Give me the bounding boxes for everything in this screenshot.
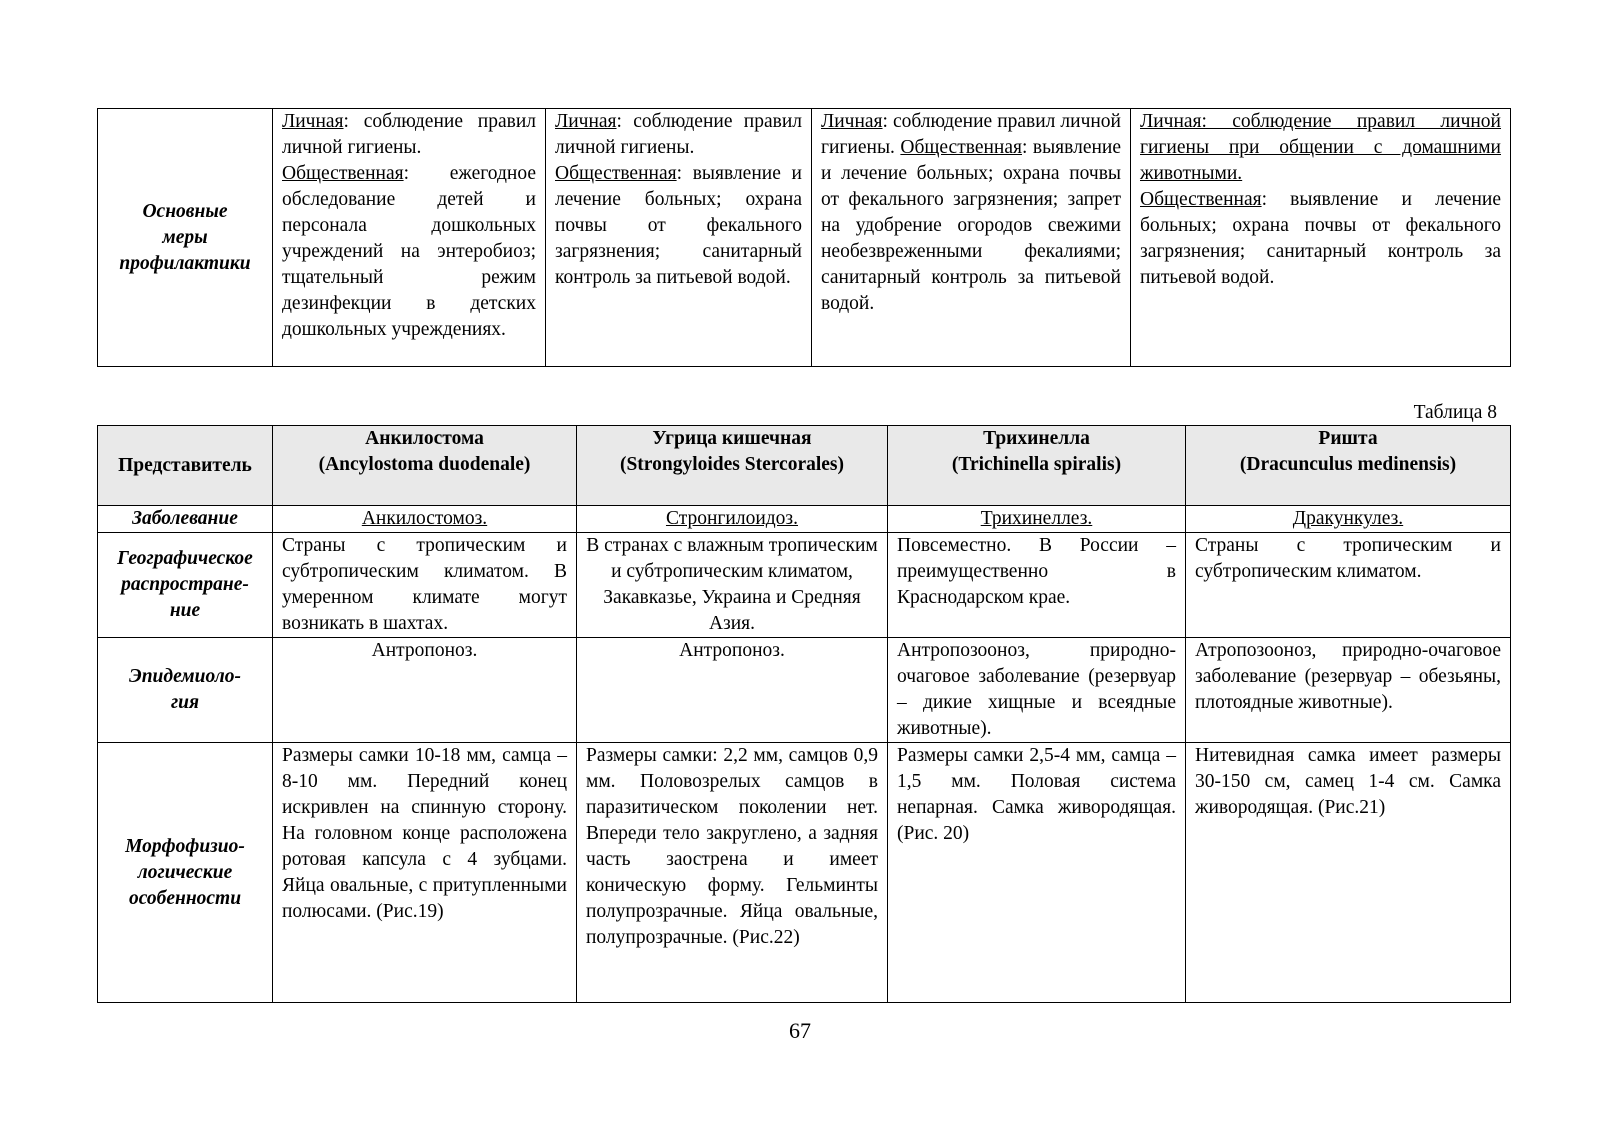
personal-text: : соблюдение правил личной гигиены. xyxy=(555,111,802,158)
disease-cell: Трихинеллез. xyxy=(888,506,1186,533)
geography-row xyxy=(98,533,1511,638)
personal-label: Личная: соблюдение правил личной гигиены при общении с домашними животными. xyxy=(1140,111,1501,184)
prevention-cell-4 xyxy=(1131,109,1511,367)
header-row xyxy=(98,426,1511,506)
public-text: : выявление и лечение больных; охрана почвы от фекального загрязнения; санитарный контроль за питьевой водой. xyxy=(555,163,802,288)
row-header-line: профилактики xyxy=(119,252,251,274)
epidemiology-cell: Антропоноз. xyxy=(577,638,888,743)
row-header-line: гия xyxy=(170,692,200,713)
species-latin: (Ancylostoma duodenale) xyxy=(318,454,531,475)
row-header-line: ние xyxy=(169,600,201,621)
species-latin: (Strongyloides Stercorales) xyxy=(619,454,845,475)
header-ancylostoma xyxy=(273,426,577,506)
personal-label: Личная xyxy=(282,111,344,132)
species-name: Трихинелла xyxy=(983,428,1090,449)
species-name: Угрица кишечная xyxy=(652,428,812,449)
row-header-prevention xyxy=(98,109,273,367)
personal-text: : соблюдение правил личной гигиены. xyxy=(821,111,1121,158)
geography-cell: Страны с тропическим и субтропическим климатом. В умеренном климате могут возникать в шахтах. xyxy=(273,533,577,638)
prevention-cell-3 xyxy=(812,109,1131,367)
personal-label: Личная xyxy=(555,111,617,132)
row-header-line: Морфофизио- xyxy=(125,835,245,857)
geography-cell: Повсеместно. В России – преимущественно в Краснодарском крае. xyxy=(888,533,1186,638)
epidemiology-row xyxy=(98,638,1511,743)
row-header-line: меры xyxy=(162,226,208,248)
disease-cell: Дракункулез. xyxy=(1186,506,1511,533)
public-text: : выявление и лечение больных; охрана почвы от фекального загрязнения; запрет на удобрение огородов свежими необезвреженными фекалиями; санитарный контроль за питьевой водой. xyxy=(821,137,1121,314)
public-text: : выявление и лечение больных; охрана почвы от фекального загрязнения; санитарный контроль за питьевой водой. xyxy=(1140,189,1501,288)
row-header-line: логические xyxy=(137,861,233,883)
row-header-epidemiology xyxy=(98,638,273,743)
row-header-line: распростране- xyxy=(121,574,249,595)
epidemiology-cell: Антропоноз. xyxy=(273,638,577,743)
prevention-cell-enterobiasis xyxy=(273,109,546,367)
species-name: Анкилостома xyxy=(365,428,484,449)
helminths-table xyxy=(97,425,1511,1003)
prevention-cell-2 xyxy=(546,109,812,367)
row-header-line: особенности xyxy=(128,887,242,909)
morphology-cell: Нитевидная самка имеет размеры 30-150 см, самец 1-4 см. Самка живородящая. (Рис.21) xyxy=(1186,743,1511,1003)
page-number: 67 xyxy=(789,1018,811,1043)
species-name: Ришта xyxy=(1318,428,1378,449)
public-label: Общественная xyxy=(900,137,1022,158)
species-latin: (Dracunculus medinensis) xyxy=(1239,454,1457,475)
public-label: Общественная xyxy=(1140,189,1262,210)
personal-label: Личная xyxy=(821,111,883,132)
geography-cell: В странах с влажным тропическим и субтропическим климатом, Закавказье, Украина и Средняя Азия. xyxy=(577,533,888,638)
header-trichinella xyxy=(888,426,1186,506)
morphology-cell: Размеры самки 2,5-4 мм, самца – 1,5 мм. Половая система непарная. Самка живородящая. (Рис. 20) xyxy=(888,743,1186,1003)
header-dracunculus xyxy=(1186,426,1511,506)
row-header-line: Географическое xyxy=(117,548,253,569)
header-label: Представитель xyxy=(98,426,273,506)
row-header-morphology xyxy=(98,743,273,1003)
public-text: : ежегодное обследование детей и персонала дошкольных учреждений на энтеробиоз; тщательный режим дезинфекции в детских дошкольных учреждениях. xyxy=(282,163,536,340)
geography-cell: Страны с тропическим и субтропическим климатом. xyxy=(1186,533,1511,638)
morphology-cell: Размеры самки 10-18 мм, самца – 8-10 мм. Передний конец искривлен на спинную сторону. На головном конце расположена ротовая капсула с 4 зубцами. Яйца овальные, с притупленными полюсами. (Рис.19) xyxy=(273,743,577,1003)
morphology-cell: Размеры самки: 2,2 мм, самцов 0,9 мм. Половозрелых самцов в паразитическом поколении нет. Впереди тело закруглено, а задняя часть заострена и имеет коническую форму. Гельминты полупрозрачные. Яйца овальные, полупрозрачные. (Рис.22) xyxy=(577,743,888,1003)
table-caption: Таблица 8 xyxy=(1413,402,1497,423)
prevention-table xyxy=(97,108,1511,367)
epidemiology-cell: Атропозооноз, природно-очаговое заболевание (резервуар – обезьяны, плотоядные животные). xyxy=(1186,638,1511,743)
public-label: Общественная xyxy=(555,163,677,184)
disease-row xyxy=(98,506,1511,533)
species-latin: (Trichinella spiralis) xyxy=(951,454,1122,475)
header-strongyloides xyxy=(577,426,888,506)
prevention-row xyxy=(98,109,1511,367)
row-header-line: Эпидемиоло- xyxy=(129,666,241,687)
row-header-disease: Заболевание xyxy=(98,506,273,533)
public-label: Общественная xyxy=(282,163,404,184)
personal-text: : соблюдение правил личной гигиены. xyxy=(282,111,536,158)
disease-cell: Стронгилоидоз. xyxy=(577,506,888,533)
disease-cell: Анкилостомоз. xyxy=(273,506,577,533)
row-header-line: Основные xyxy=(142,200,228,222)
morphology-row xyxy=(98,743,1511,1003)
row-header-geography xyxy=(98,533,273,638)
epidemiology-cell: Антропозооноз, природно-очаговое заболевание (резервуар – дикие хищные и всеядные животные). xyxy=(888,638,1186,743)
